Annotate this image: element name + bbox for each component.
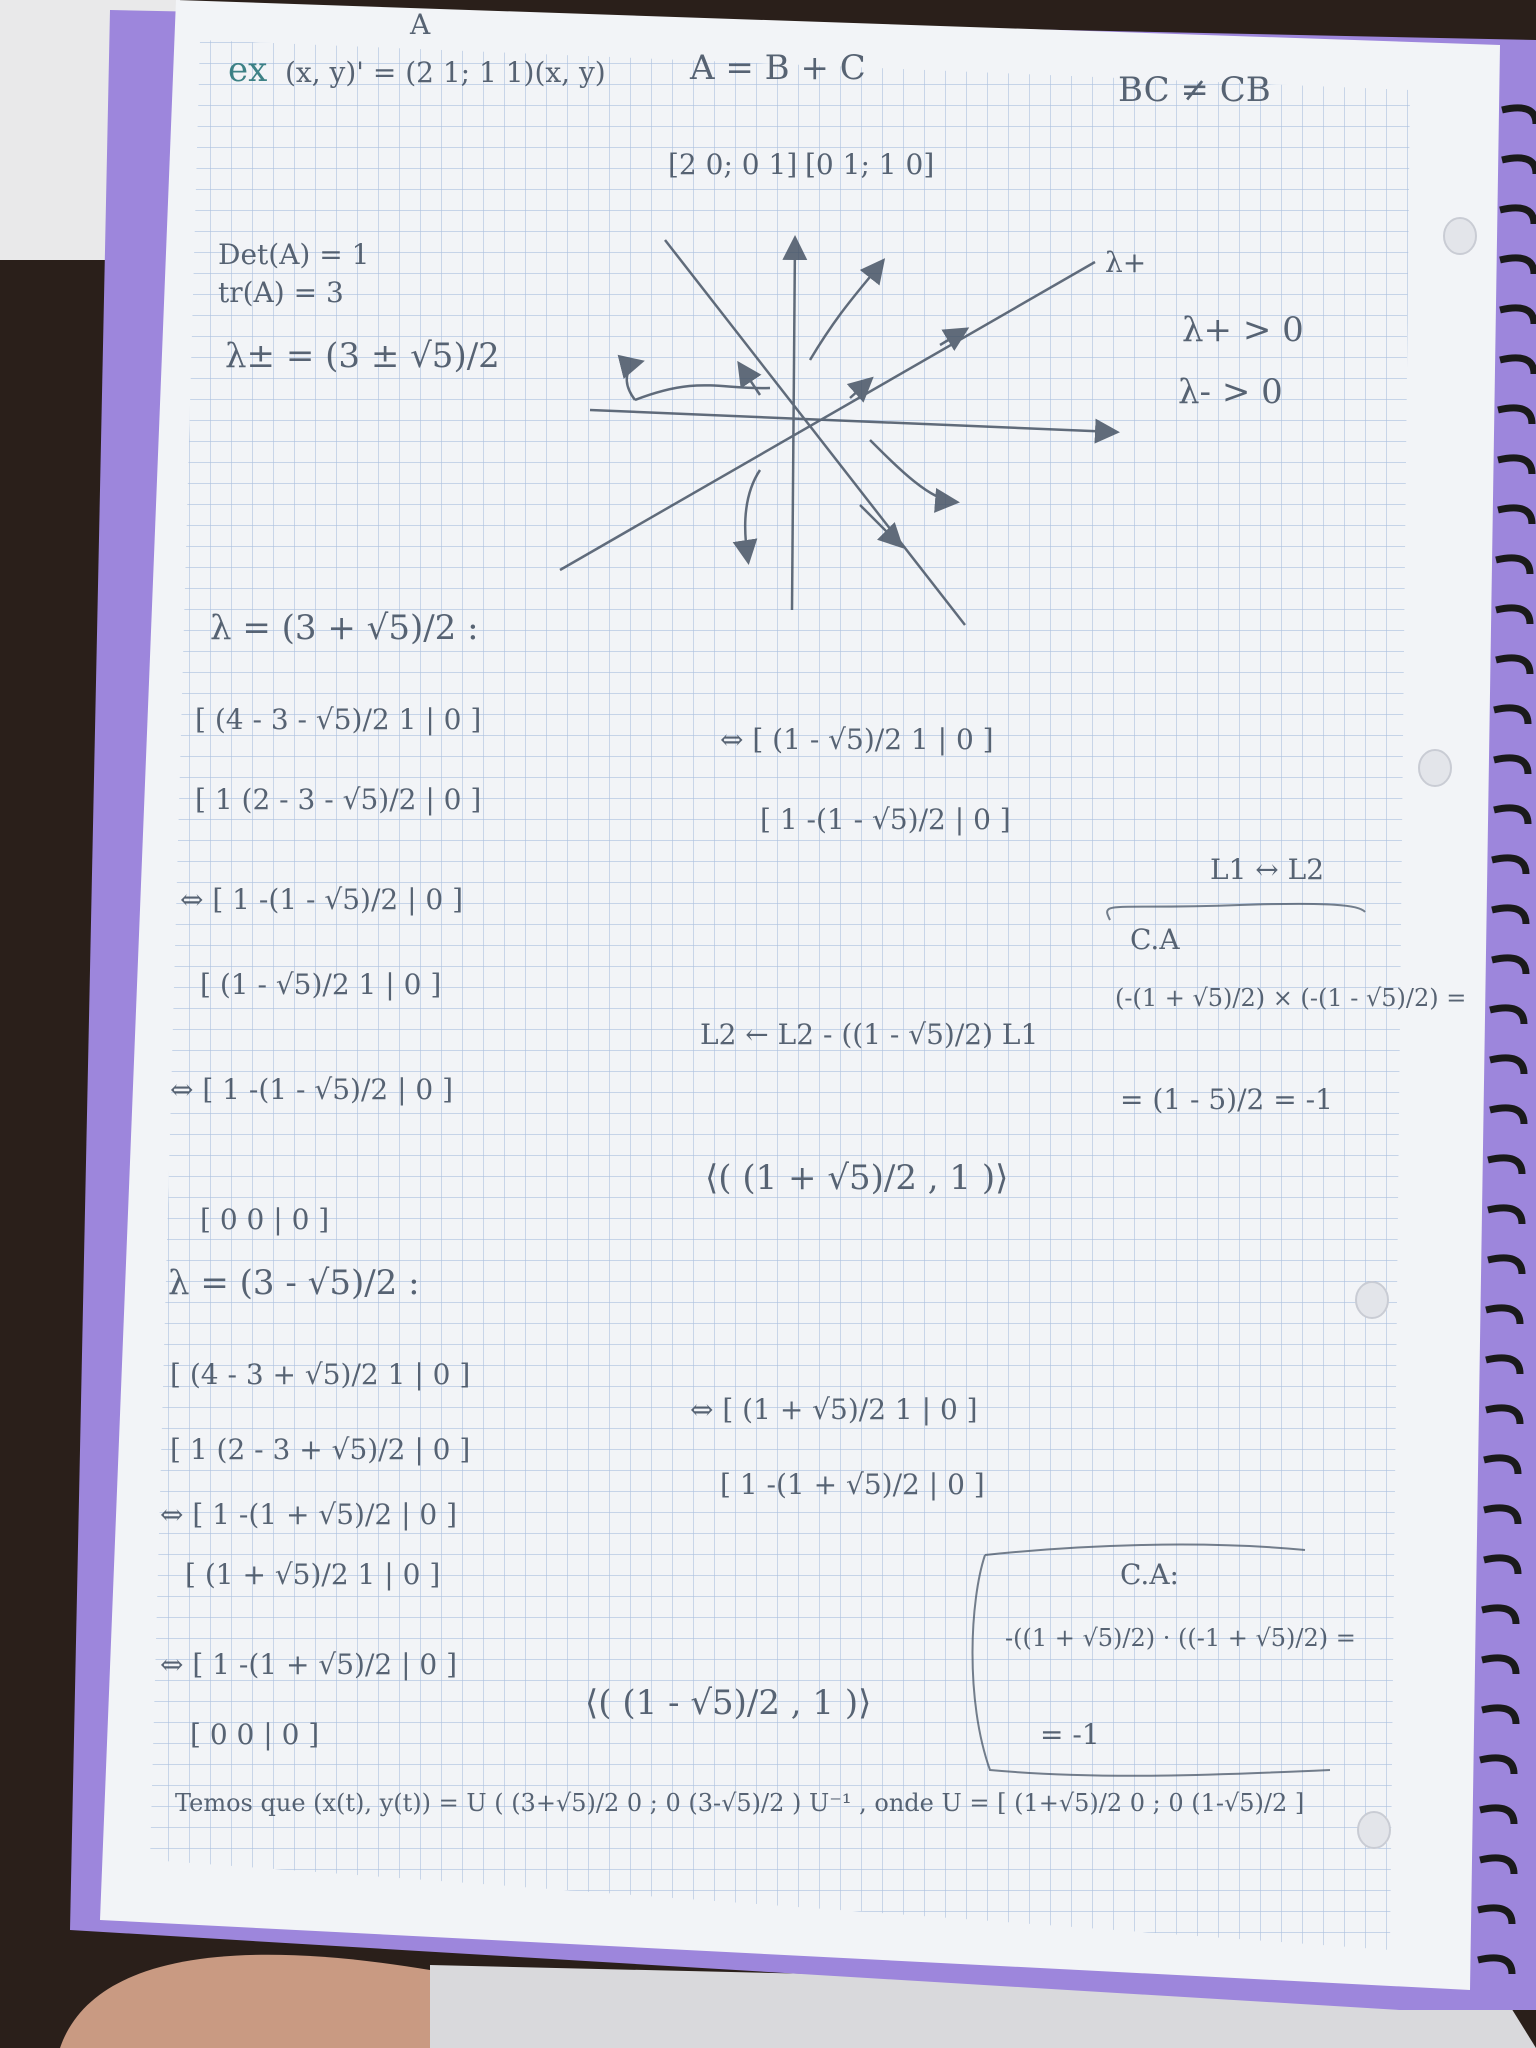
block2-rref2-row1: ⇔ [ 1 -(1 + √5)/2 | 0 ]: [160, 1648, 458, 1681]
b-matrix: [2 0; 0 1]: [668, 148, 798, 181]
conclusion: Temos que (x(t), y(t)) = U ( (3+√5)/2 0 ; 0 (3-√5)/2 ) U⁻¹ , onde U = [ (1+√5)/2 0 ; 0 (1-√5)/2 ]: [175, 1789, 1305, 1817]
block1-equiv-row2: [ 1 -(1 - √5)/2 | 0 ]: [760, 803, 1011, 836]
block2-ca-line1: -((1 + √5)/2) · ((-1 + √5)/2) =: [1005, 1624, 1356, 1652]
matrix-label: A: [410, 8, 431, 41]
block1-lambda: λ = (3 + √5)/2 :: [210, 608, 479, 648]
block2-rref1-row1: ⇔ [ 1 -(1 + √5)/2 | 0 ]: [160, 1498, 458, 1531]
block1-equiv-row1: ⇔ [ (1 - √5)/2 1 | 0 ]: [720, 723, 994, 756]
block1-ca-line2: = (1 - 5)/2 = -1: [1120, 1083, 1333, 1116]
block1-rref1-row2: [ (1 - √5)/2 1 | 0 ]: [200, 968, 442, 1001]
block2-ca-label: C.A:: [1120, 1558, 1179, 1591]
block2-lambda: λ = (3 - √5)/2 :: [168, 1263, 420, 1303]
noncommute: BC ≠ CB: [1118, 70, 1271, 110]
trace: tr(A) = 3: [218, 276, 344, 309]
block1-row1: [ (4 - 3 - √5)/2 1 | 0 ]: [195, 703, 482, 736]
block1-rref1-row1: ⇔ [ 1 -(1 - √5)/2 | 0 ]: [180, 883, 464, 916]
block1-ca-line1: (-(1 + √5)/2) × (-(1 - √5)/2) =: [1115, 984, 1467, 1012]
cond-minus: λ- > 0: [1178, 372, 1283, 412]
block1-rref2-row2: [ 0 0 | 0 ]: [200, 1203, 330, 1236]
block1-eigvec: ⟨( (1 + √5)/2 , 1 )⟩: [705, 1158, 1009, 1198]
block1-op: L2 ← L2 - ((1 - √5)/2) L1: [700, 1018, 1039, 1051]
cond-plus: λ+ > 0: [1182, 310, 1304, 350]
block2-equiv-row1: ⇔ [ (1 + √5)/2 1 | 0 ]: [690, 1393, 978, 1426]
lambda-pm: λ± = (3 ± √5)/2: [225, 336, 500, 376]
block2-equiv-row2: [ 1 -(1 + √5)/2 | 0 ]: [720, 1468, 985, 1501]
block1-rref2-row1: ⇔ [ 1 -(1 - √5)/2 | 0 ]: [170, 1073, 454, 1106]
block1-ca-label: C.A: [1130, 923, 1180, 956]
block2-rref2-row2: [ 0 0 | 0 ]: [190, 1718, 320, 1751]
lambda-plus-label: λ+: [1105, 246, 1147, 279]
block2-eigvec: ⟨( (1 - √5)/2 , 1 )⟩: [585, 1683, 872, 1723]
c-matrix: [0 1; 1 0]: [805, 148, 935, 181]
block2-row1: [ (4 - 3 + √5)/2 1 | 0 ]: [170, 1358, 471, 1391]
block1-row2: [ 1 (2 - 3 - √5)/2 | 0 ]: [195, 783, 482, 816]
block2-row2: [ 1 (2 - 3 + √5)/2 | 0 ]: [170, 1433, 471, 1466]
block1-swap: L1 ↔ L2: [1210, 853, 1325, 886]
block2-rref1-row2: [ (1 + √5)/2 1 | 0 ]: [185, 1558, 441, 1591]
block2-ca-line2: = -1: [1040, 1718, 1100, 1751]
system-equation: (x, y)' = (2 1; 1 1)(x, y): [285, 56, 606, 89]
det: Det(A) = 1: [218, 238, 370, 271]
ex-label: ex: [228, 50, 268, 90]
decomposition: A = B + C: [690, 48, 866, 88]
